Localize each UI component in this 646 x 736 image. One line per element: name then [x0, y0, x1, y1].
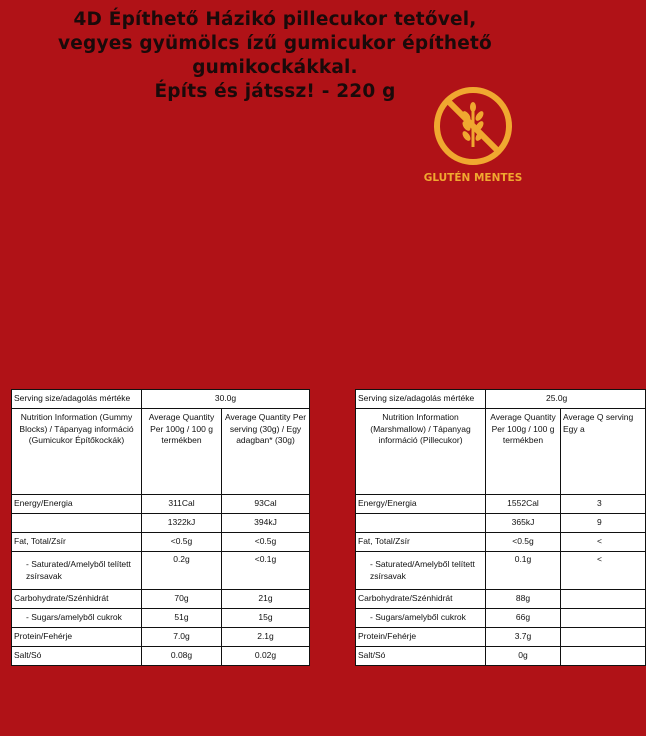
- row-label: Fat, Total/Zsír: [356, 533, 486, 552]
- table-row: [356, 647, 646, 666]
- row-label: Protein/Fehérje: [12, 628, 142, 647]
- table-row: [356, 533, 646, 552]
- table-row: [12, 590, 310, 609]
- row-value-serving: [561, 628, 646, 647]
- row-value-100g: 88g: [486, 590, 561, 609]
- row-value-serving: 9: [561, 514, 646, 533]
- row-label: Energy/Energia: [12, 495, 142, 514]
- row-value-serving: 21g: [222, 590, 310, 609]
- row-value-100g: 1322kJ: [142, 514, 222, 533]
- table-row: [12, 495, 310, 514]
- row-label: - Sugars/amelyből cukrok: [356, 609, 486, 628]
- row-value-100g: 51g: [142, 609, 222, 628]
- row-label: [12, 514, 142, 533]
- row-label: Carbohydrate/Szénhidrát: [356, 590, 486, 609]
- row-value-100g: <0.5g: [142, 533, 222, 552]
- row-value-100g: <0.5g: [486, 533, 561, 552]
- row-label: - Sugars/amelyből cukrok: [12, 609, 142, 628]
- row-value-serving: 2.1g: [222, 628, 310, 647]
- row-value-100g: 7.0g: [142, 628, 222, 647]
- row-label: - Saturated/Amelyből telített zsírsavak: [356, 552, 486, 590]
- table-header-row: [356, 409, 646, 495]
- row-value-100g: 1552Cal: [486, 495, 561, 514]
- row-value-100g: 70g: [142, 590, 222, 609]
- nutrition-table-marshmallow-clip: [354, 389, 634, 689]
- table-row: [356, 495, 646, 514]
- nutrition-table-gummy: [11, 389, 310, 666]
- nutrition-table-marshmallow: [355, 389, 646, 666]
- row-value-100g: 3.7g: [486, 628, 561, 647]
- per-100g-header: Average Quantity Per 100g / 100 g termékben: [486, 409, 561, 495]
- row-label: Energy/Energia: [356, 495, 486, 514]
- row-label: Salt/Só: [12, 647, 142, 666]
- table-row: [356, 390, 646, 409]
- serving-size-label: Serving size/adagolás mértéke: [12, 390, 142, 409]
- row-value-100g: 0.08g: [142, 647, 222, 666]
- table-row: [12, 647, 310, 666]
- row-label: - Saturated/Amelyből telített zsírsavak: [12, 552, 142, 590]
- row-value-serving: [561, 647, 646, 666]
- title-line: gumikockákkal.: [192, 57, 358, 78]
- row-value-serving: [561, 609, 646, 628]
- row-value-100g: 0.1g: [486, 552, 561, 590]
- row-value-serving: <: [561, 533, 646, 552]
- table-row: [12, 390, 310, 409]
- serving-size-value: 25.0g: [486, 390, 646, 409]
- row-value-100g: 0g: [486, 647, 561, 666]
- row-label: Salt/Só: [356, 647, 486, 666]
- gluten-free-icon: [432, 85, 514, 167]
- title-line: 4D Építhető Házikó pillecukor tetővel,: [73, 9, 477, 30]
- row-value-serving: [561, 590, 646, 609]
- table-row: [356, 628, 646, 647]
- gluten-free-label: GLUTÉN MENTES: [423, 172, 523, 184]
- table-row: [12, 533, 310, 552]
- row-value-serving: 394kJ: [222, 514, 310, 533]
- row-value-serving: <0.5g: [222, 533, 310, 552]
- row-label: [356, 514, 486, 533]
- row-label: Carbohydrate/Szénhidrát: [12, 590, 142, 609]
- row-value-serving: <0.1g: [222, 552, 310, 590]
- title-line: Építs és játssz! - 220 g: [154, 81, 396, 102]
- row-value-serving: 0.02g: [222, 647, 310, 666]
- row-value-serving: 93Cal: [222, 495, 310, 514]
- per-serving-header: Average Quantity Per serving (30g) / Egy adagban* (30g): [222, 409, 310, 495]
- row-value-serving: 15g: [222, 609, 310, 628]
- row-value-100g: 66g: [486, 609, 561, 628]
- per-100g-header: Average Quantity Per 100g / 100 g termékben: [142, 409, 222, 495]
- table-row: [356, 514, 646, 533]
- info-header: Nutrition Information (Gummy Blocks) / Tápanyag információ (Gumicukor Építőkockák): [12, 409, 142, 495]
- table-row: [356, 552, 646, 590]
- table-row: [12, 514, 310, 533]
- table-row: [12, 628, 310, 647]
- row-value-100g: 311Cal: [142, 495, 222, 514]
- row-value-100g: 0.2g: [142, 552, 222, 590]
- title-line: vegyes gyümölcs ízű gumicukor építhető: [58, 33, 492, 54]
- row-value-100g: 365kJ: [486, 514, 561, 533]
- table-row: [356, 609, 646, 628]
- row-label: Protein/Fehérje: [356, 628, 486, 647]
- per-serving-header: Average Q serving Egy a: [561, 409, 646, 495]
- serving-size-label: Serving size/adagolás mértéke: [356, 390, 486, 409]
- table-row: [12, 609, 310, 628]
- serving-size-value: 30.0g: [142, 390, 310, 409]
- row-value-serving: 3: [561, 495, 646, 514]
- table-row: [12, 552, 310, 590]
- row-label: Fat, Total/Zsír: [12, 533, 142, 552]
- info-header: Nutrition Information (Marshmallow) / Tápanyag információ (Pillecukor): [356, 409, 486, 495]
- table-header-row: [12, 409, 310, 495]
- table-row: [356, 590, 646, 609]
- row-value-serving: <: [561, 552, 646, 590]
